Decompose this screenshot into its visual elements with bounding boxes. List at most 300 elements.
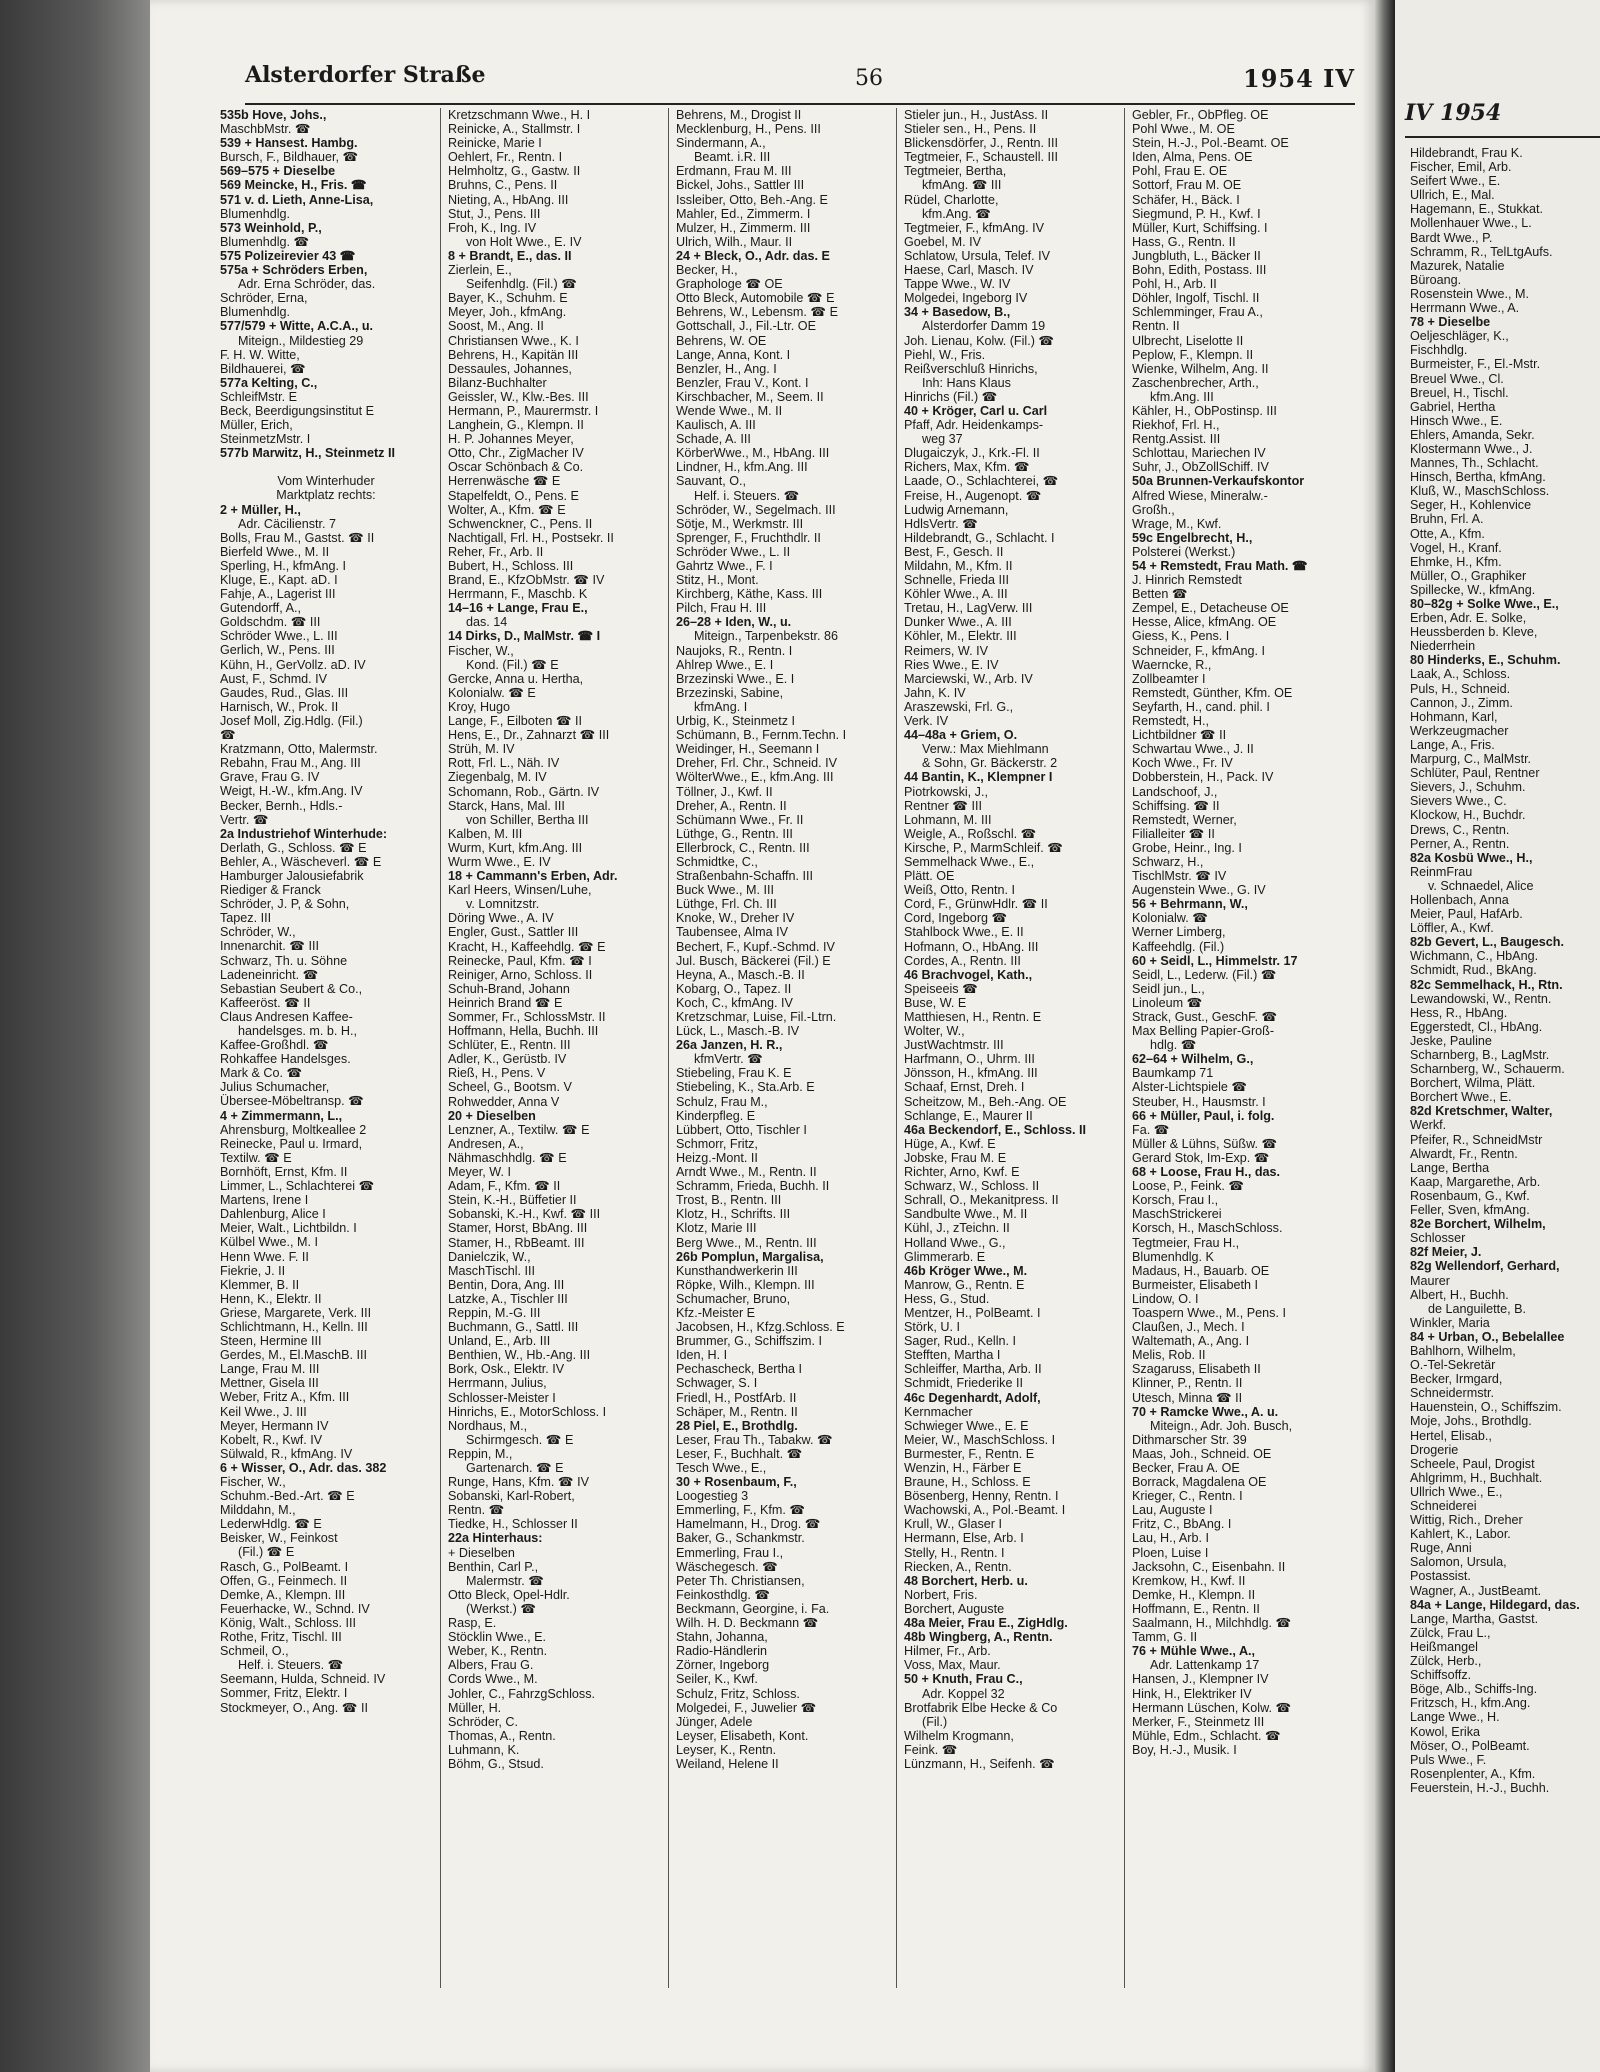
directory-entry: Schmeil, O., <box>220 1644 289 1659</box>
directory-entry: Fischer, W., <box>448 643 514 658</box>
directory-entry: Wurm, Kurt, kfm.Ang. III <box>448 840 583 855</box>
directory-entry: Kracht, H., Kaffeehdlg. ☎ E <box>448 939 606 954</box>
directory-entry: Wenzin, H., Färber E <box>904 1461 1022 1475</box>
directory-entry: Klinner, P., Rentn. II <box>1132 1376 1243 1391</box>
directory-entry: Demke, H., Klempn. II <box>1132 1587 1256 1602</box>
directory-entry: Tesch Wwe., E., <box>676 1461 767 1475</box>
directory-entry: Dobberstein, H., Pack. IV <box>1132 770 1274 785</box>
directory-entry: Schwieger Wwe., E. E <box>904 1418 1029 1433</box>
directory-entry: Scheitzow, M., Beh.-Ang. OE <box>904 1094 1067 1109</box>
directory-entry: von Schiller, Bertha III <box>466 812 589 827</box>
directory-entry: Laak, A., Schloss. <box>1410 667 1511 682</box>
directory-entry: Meier, Paul, HafArb. <box>1410 907 1523 922</box>
directory-entry: Zempel, E., Detacheuse OE <box>1132 601 1289 616</box>
directory-entry: Jungbluth, L., Bäcker II <box>1132 248 1261 263</box>
directory-entry: Latzke, A., Tischler III <box>448 1291 568 1306</box>
directory-entry: Kaffee-Großhdl. ☎ <box>220 1038 329 1053</box>
directory-entry: Schäfer, H., Bäck. I <box>1132 192 1240 207</box>
directory-entry: Adr. Koppel 32 <box>922 1686 1005 1701</box>
directory-entry: Niederrhein <box>1410 639 1476 654</box>
directory-entry: Hauenstein, O., Schiffszim. <box>1410 1400 1562 1415</box>
directory-entry: Gutendorff, A., <box>220 601 301 616</box>
directory-entry: Albert, H., Buchh. <box>1410 1287 1509 1302</box>
directory-entry: Werkzeugmacher <box>1410 723 1509 738</box>
directory-entry: Ahrensburg, Moltkeallee 2 <box>220 1122 367 1137</box>
directory-entry: 54 + Remstedt, Frau Math. ☎ <box>1132 559 1308 573</box>
directory-entry: Löffler, A., Kwf. <box>1410 921 1494 936</box>
directory-entry: Erben, Adr. E. Solke, <box>1410 611 1527 626</box>
directory-entry: Becker, Bernh., Hdls.- <box>220 798 343 813</box>
directory-entry: Wachowski, A., Pol.-Beamt. I <box>904 1503 1066 1518</box>
directory-entry: Zülck, Frau L., <box>1410 1625 1491 1640</box>
directory-entry: Korsch, H., MaschSchloss. <box>1132 1221 1283 1236</box>
directory-entry: 2a Industriehof Winterhude: <box>220 826 388 841</box>
directory-entry: Burmeister, F., El.-Mstr. <box>1410 357 1541 372</box>
directory-entry: Buse, W. E <box>904 995 967 1010</box>
directory-entry: 59c Engelbrecht, H., <box>1132 530 1253 545</box>
directory-entry: Köhler, M., Elektr. III <box>904 629 1017 644</box>
directory-entry: Tamm, G. II <box>1132 1630 1198 1645</box>
directory-entry: Schlosser-Meister I <box>448 1390 556 1405</box>
directory-entry: Giess, K., Pens. I <box>1132 629 1230 644</box>
directory-entry: O.-Tel-Sekretär <box>1410 1358 1496 1373</box>
directory-entry: Meier, Walt., Lichtbildn. I <box>220 1221 357 1236</box>
directory-entry: Joh. Lienau, Kolw. (Fil.) ☎ <box>904 333 1055 348</box>
directory-entry: Mildahn, M., Kfm. II <box>904 559 1013 573</box>
directory-entry: hdlg. ☎ <box>1150 1038 1197 1053</box>
directory-entry: 82c Semmelhack, H., Rtn. <box>1410 977 1563 992</box>
directory-entry: Martens, Irene I <box>220 1193 309 1208</box>
directory-entry: Szagaruss, Elisabeth II <box>1132 1362 1261 1377</box>
directory-entry: Wienke, Wilhelm, Ang. II <box>1132 361 1269 376</box>
directory-entry: Seiler, K., Kwf. <box>676 1672 758 1687</box>
directory-entry: Hinsch, Bertha, kfmAng. <box>1410 470 1546 485</box>
directory-entry: Miteign., Mildestieg 29 <box>238 333 364 348</box>
directory-entry: Otto Bleck, Automobile ☎ E <box>676 291 835 306</box>
directory-entry: Vogel, H., Kranf. <box>1410 540 1502 555</box>
directory-entry: Boy, H.-J., Musik. I <box>1132 1742 1237 1757</box>
directory-entry: Reimers, W. IV <box>904 643 988 658</box>
directory-entry: MaschStrickerei <box>1132 1207 1222 1222</box>
directory-entry: Schramm, R., TelLtgAufs. <box>1410 244 1553 259</box>
directory-entry: Zörner, Ingeborg <box>676 1658 770 1673</box>
directory-entry: Reiniger, Arno, Schloss. II <box>448 967 593 982</box>
directory-entry: Dessaules, Johannes, <box>448 361 572 376</box>
directory-entry: Waerncke, R., <box>1132 657 1212 672</box>
directory-entry: Borchert, Auguste <box>904 1601 1005 1616</box>
directory-entry: Schröder Wwe., L. II <box>676 544 791 559</box>
directory-entry: Remstedt, Günther, Kfm. OE <box>1132 685 1293 700</box>
directory-entry: Arndt Wwe., M., Rentn. II <box>676 1165 817 1180</box>
directory-entry: 82d Kretschmer, Walter, <box>1410 1104 1553 1119</box>
directory-entry: Herrmann Wwe., A. <box>1410 301 1520 316</box>
directory-entry: 44–48a + Griem, O. <box>904 728 1018 743</box>
directory-entry: Meyer, Joh., kfmAng. <box>448 305 567 320</box>
directory-entry: Stockmeyer, O., Ang. ☎ II <box>220 1700 368 1715</box>
directory-entry: Steuber, H., Hausmstr. I <box>1132 1094 1266 1109</box>
directory-entry: handelsges. m. b. H., <box>238 1024 358 1038</box>
directory-entry: Borchert, Wilma, Plätt. <box>1410 1076 1536 1091</box>
directory-entry: Hinrichs, E., MotorSchloss. I <box>448 1404 607 1419</box>
book-gutter <box>1375 0 1395 2072</box>
directory-entry: Nordhaus, M., <box>448 1418 528 1433</box>
directory-entry: J. Hinrich Remstedt <box>1132 573 1242 588</box>
directory-entry: Laade, O., Schlachterei, ☎ <box>904 474 1059 489</box>
directory-entry: Schlottau, Mariechen IV <box>1132 446 1266 461</box>
directory-entry: Weiß, Otto, Rentn. I <box>904 883 1016 898</box>
directory-entry: Kowol, Erika <box>1410 1724 1480 1739</box>
directory-entry: Berg Wwe., M., Rentn. III <box>676 1235 817 1250</box>
directory-entry: Gerlich, W., Pens. III <box>220 643 335 658</box>
directory-entry: Baumkamp 71 <box>1132 1066 1214 1081</box>
directory-entry: Seidl jun., L., <box>1132 981 1205 996</box>
directory-entry: Trost, B., Rentn. III <box>676 1193 782 1208</box>
directory-entry: Issleiber, Otto, Beh.-Ang. E <box>676 192 828 207</box>
directory-entry: Wolter, W., <box>904 1024 965 1039</box>
directory-entry: Speiseeis ☎ <box>904 981 978 996</box>
directory-entry: Engler, Gust., Sattler III <box>448 925 579 940</box>
directory-entry: Stamer, Horst, BbAng. III <box>448 1221 588 1236</box>
directory-entry: Stiebeling, Frau K. E <box>676 1066 792 1081</box>
directory-entry: Feinkosthdlg. ☎ <box>676 1587 771 1602</box>
directory-entry: Rüdel, Charlotte, <box>904 192 999 207</box>
directory-entry: Blickensdörfer, J., Rentn. III <box>904 136 1058 151</box>
directory-entry: Henn, K., Elektr. II <box>220 1291 322 1306</box>
directory-entry: Pechascheck, Bertha I <box>676 1362 803 1377</box>
directory-entry: Lohmann, M. III <box>904 812 992 827</box>
directory-entry: Sommer, Fritz, Elektr. I <box>220 1686 348 1701</box>
directory-entry: Lange Wwe., H. <box>1410 1710 1500 1725</box>
directory-entry: Ruge, Anni <box>1410 1541 1472 1556</box>
directory-entry: Pilch, Frau H. III <box>676 601 767 616</box>
directory-entry: Tegtmeier, F., Schaustell. III <box>904 150 1058 165</box>
directory-entry: Suhr, J., ObZollSchiff. IV <box>1132 460 1269 475</box>
directory-entry: Vertr. ☎ <box>220 812 269 827</box>
directory-entry: 82b Gevert, L., Baugesch. <box>1410 935 1564 950</box>
directory-entry: Madaus, H., Bauarb. OE <box>1132 1263 1270 1278</box>
facing-page <box>1395 0 1600 2072</box>
directory-entry: Emmerling, Frau I., <box>676 1545 784 1560</box>
directory-entry: Störk, U. I <box>904 1320 960 1335</box>
directory-entry: Adam, F., Kfm. ☎ II <box>448 1179 561 1194</box>
directory-entry: Haese, Carl, Masch. IV <box>904 263 1034 278</box>
directory-entry: 34 + Basedow, B., <box>904 305 1011 320</box>
directory-entry: Lichtbildner ☎ II <box>1132 728 1227 743</box>
directory-entry: MaschbMstr. ☎ <box>220 122 311 137</box>
directory-entry: Heißmangel <box>1410 1639 1478 1654</box>
directory-entry: Augenstein Wwe., G. IV <box>1132 883 1266 898</box>
directory-entry: Hermann Lüschen, Kolw. ☎ <box>1132 1700 1292 1715</box>
directory-entry: Schleiffer, Martha, Arb. II <box>904 1362 1042 1377</box>
directory-entry: 24 + Bleck, O., Adr. das. E <box>676 248 830 263</box>
directory-entry: HdlsVertr. ☎ <box>904 516 978 531</box>
directory-entry: Heinrich Brand ☎ E <box>448 995 563 1010</box>
directory-entry: 40 + Kröger, Carl u. Carl <box>904 403 1048 418</box>
directory-entry: Kaffeehdlg. (Fil.) <box>1132 939 1225 954</box>
directory-entry: Bayer, K., Schuhm. E <box>448 291 568 306</box>
directory-entry: Müller & Lühns, Süßw. ☎ <box>1132 1136 1278 1151</box>
directory-entry: Leser, F., Buchhalt. ☎ <box>676 1446 803 1461</box>
directory-entry: Schneiderei <box>1410 1499 1477 1513</box>
directory-entry: Bardt Wwe., P. <box>1410 230 1493 245</box>
directory-entry: 535b Hove, Johs., <box>220 108 327 122</box>
directory-entry: Kinderpfleg. E <box>676 1108 756 1123</box>
directory-entry: ReinmFrau <box>1410 864 1473 879</box>
directory-entry: Schümann, B., Fernm.Techn. I <box>676 728 847 743</box>
directory-entry: Johler, C., FahrzgSchloss. <box>448 1686 595 1701</box>
directory-entry: Filialleiter ☎ II <box>1132 826 1215 841</box>
directory-entry: Feink. ☎ <box>904 1742 958 1757</box>
directory-entry: Norbert, Fris. <box>904 1587 978 1602</box>
directory-entry: Stelly, H., Rentn. I <box>904 1545 1005 1560</box>
directory-entry: Reißverschluß Hinrichs, <box>904 361 1038 376</box>
directory-entry: 2 + Müller, H., <box>220 502 301 517</box>
directory-entry: Jönsson, H., kfmAng. III <box>904 1066 1038 1081</box>
directory-entry: Helf. i. Steuers. ☎ <box>694 488 800 503</box>
directory-entry: Sülwald, R., kfmAng. IV <box>220 1446 353 1461</box>
directory-entry: Oehlert, Fr., Rentn. I <box>448 150 563 165</box>
directory-entry: Albers, Frau G. <box>448 1658 534 1673</box>
directory-entry: Lange, Martha, Gastst. <box>1410 1611 1539 1626</box>
directory-entry: Taubensee, Alma IV <box>676 925 789 940</box>
directory-entry: Schlüter, Paul, Rentner <box>1410 766 1540 781</box>
directory-entry: Gercke, Anna u. Hertha, <box>448 671 584 686</box>
directory-entry: Cord, F., GrünwHdlr. ☎ II <box>904 897 1048 912</box>
directory-entry: Utesch, Minna ☎ II <box>1132 1390 1243 1405</box>
directory-entry: (Werkst.) ☎ <box>466 1601 537 1616</box>
directory-entry: Wittig, Rich., Dreher <box>1410 1513 1523 1528</box>
directory-entry: Müller, Kurt, Schiffsing. I <box>1132 220 1268 235</box>
directory-entry: Ehlers, Amanda, Sekr. <box>1410 427 1535 442</box>
directory-entry: Riecken, A., Rentn. <box>904 1559 1012 1574</box>
directory-entry: Hertel, Elisab., <box>1410 1428 1492 1443</box>
directory-entry: Schwarz, W., Schloss. II <box>904 1179 1040 1194</box>
directory-entry: Behrens, M., Drogist II <box>676 108 802 122</box>
directory-entry: Dunker Wwe., A. III <box>904 615 1012 630</box>
directory-entry: Harnisch, W., Prok. II <box>220 699 339 714</box>
directory-entry: Pfeifer, R., SchneidMstr <box>1410 1132 1543 1147</box>
directory-entry: Hagemann, E., Stukkat. <box>1410 202 1544 217</box>
directory-entry: Schümann Wwe., Fr. II <box>676 812 804 827</box>
directory-entry: Lübbert, Otto, Tischler I <box>676 1122 807 1137</box>
directory-entry: 26a Janzen, H. R., <box>676 1038 783 1053</box>
directory-entry: Stiebeling, K., Sta.Arb. E <box>676 1080 815 1095</box>
directory-entry: Leser, Frau Th., Tabakw. ☎ <box>676 1432 833 1447</box>
directory-entry: Remstedt, H., <box>1132 714 1209 729</box>
directory-entry: Reinicke, Marie I <box>448 136 542 151</box>
directory-entry: (Fil.) <box>922 1714 948 1729</box>
directory-column-5 <box>1132 108 1344 1988</box>
directory-entry: Manrow, G., Rentn. E <box>904 1277 1025 1292</box>
directory-entry: Verk. IV <box>904 714 949 729</box>
directory-entry: Richers, Max, Kfm. ☎ <box>904 460 1030 475</box>
directory-entry: Mannes, Th., Schlacht. <box>1410 456 1539 471</box>
directory-entry: Kaap, Margarethe, Arb. <box>1410 1174 1541 1189</box>
directory-entry: Schade, A. III <box>676 432 751 447</box>
directory-entry: H. P. Johannes Meyer, <box>448 432 574 447</box>
directory-entry: Lau, Auguste I <box>1132 1503 1213 1518</box>
directory-entry: 44 Bantin, K., Klempner I <box>904 770 1053 785</box>
directory-entry: Moje, Johs., Brothdlg. <box>1410 1414 1532 1429</box>
street-title: Alsterdorfer Straße <box>245 62 486 88</box>
directory-entry: Hohmann, Karl, <box>1410 709 1498 724</box>
directory-entry: Hüge, A., Kwf. E <box>904 1136 996 1151</box>
directory-entry: Stamer, H., RbBeamt. III <box>448 1235 585 1250</box>
directory-entry: Jacksohn, C., Eisenbahn. II <box>1132 1559 1286 1574</box>
directory-entry: Schlichtmann, H., Kelln. III <box>220 1319 368 1334</box>
directory-entry: Reher, Fr., Arb. II <box>448 544 544 559</box>
directory-entry: Alfred Wiese, Mineralw.- <box>1132 488 1268 503</box>
directory-entry: Kähler, H., ObPostinsp. III <box>1132 403 1277 418</box>
directory-entry: Malermstr. ☎ <box>466 1573 544 1588</box>
directory-entry: Keil Wwe., J. III <box>220 1404 307 1419</box>
directory-entry: Tegtmeier, Frau H., <box>1132 1235 1240 1250</box>
directory-entry: Dreher, Frl. Chr., Schneid. IV <box>676 756 837 771</box>
directory-entry: Remstedt, Werner, <box>1132 812 1237 827</box>
directory-entry: Schwager, S. I <box>676 1376 758 1391</box>
directory-entry: Adr. Cäcilienstr. 7 <box>238 516 336 531</box>
directory-entry: Josef Moll, Zig.Hdlg. (Fil.) <box>220 713 363 728</box>
directory-entry: Schrall, O., Mekanitpress. II <box>904 1193 1059 1208</box>
directory-entry: Cannon, J., Zimm. <box>1410 695 1513 710</box>
directory-entry: Goebel, M. IV <box>904 234 981 249</box>
directory-entry: Leyser, Elisabeth, Kont. <box>676 1728 809 1743</box>
directory-entry: Hollenbach, Anna <box>1410 892 1509 907</box>
directory-entry: Naujoks, R., Rentn. I <box>676 643 793 658</box>
directory-entry: Richter, Arno, Kwf. E <box>904 1165 1020 1180</box>
directory-entry: Bentin, Dora, Ang. III <box>448 1277 565 1292</box>
directory-entry: Loose, P., Feink. ☎ <box>1132 1179 1245 1194</box>
directory-entry: Bildhauerei, ☎ <box>220 361 306 376</box>
directory-entry: Lenzner, A., Textilw. ☎ E <box>448 1122 590 1137</box>
directory-entry: Hass, G., Rentn. II <box>1132 234 1236 249</box>
directory-entry: 82a Kosbü Wwe., H., <box>1410 850 1533 865</box>
directory-entry: Tappe Wwe., W. IV <box>904 277 1011 292</box>
directory-entry: JustWachtmstr. III <box>904 1038 1004 1053</box>
directory-entry: Schröder, C. <box>448 1714 518 1729</box>
directory-entry: Ullrich Wwe., E., <box>1410 1484 1503 1499</box>
directory-entry: Schwarz, H., <box>1132 854 1204 869</box>
directory-entry: Stapelfeldt, O., Pens. E <box>448 488 579 503</box>
directory-entry: Hansen, J., Klempner IV <box>1132 1672 1269 1687</box>
directory-entry: Gerard Stok, Im-Exp. ☎ <box>1132 1150 1270 1165</box>
directory-entry: Rott, Frl. L., Näh. IV <box>448 756 560 771</box>
directory-entry: Marpurg, C., MalMstr. <box>1410 752 1532 767</box>
directory-entry: Postassist. <box>1410 1569 1471 1584</box>
directory-entry: Hens, E., Dr., Zahnarzt ☎ III <box>448 728 610 743</box>
directory-entry: Braune, H., Schloss. E <box>904 1475 1031 1490</box>
directory-entry: Gerdes, M., El.MaschB. III <box>220 1348 367 1363</box>
directory-entry: Schulz, Fritz, Schloss. <box>676 1686 800 1701</box>
directory-entry: 50 + Knuth, Frau C., <box>904 1672 1023 1687</box>
directory-entry: Gartenarch. ☎ E <box>466 1461 564 1475</box>
directory-entry: 48a Meier, Frau E., ZigHdlg. <box>904 1616 1068 1631</box>
directory-entry: Stefften, Martha I <box>904 1348 1001 1363</box>
directory-entry: Kunsthandwerkerin III <box>676 1263 798 1278</box>
directory-entry: Herrmann, Julius, <box>448 1376 547 1391</box>
directory-entry: Matthiesen, H., Rentn. E <box>904 1010 1042 1024</box>
directory-entry: Wagner, A., JustBeamt. <box>1410 1583 1542 1598</box>
directory-entry: Kaffeeröst. ☎ II <box>220 995 311 1010</box>
directory-entry: Rosenstein Wwe., M. <box>1410 286 1529 301</box>
directory-entry: Klemmer, B. II <box>220 1277 300 1292</box>
directory-entry: Herrmann, F., Maschb. K <box>448 587 588 602</box>
column-divider <box>668 108 669 1988</box>
directory-entry: Maurer <box>1410 1273 1450 1288</box>
directory-entry: Inh: Hans Klaus <box>922 375 1011 390</box>
directory-entry: Meyer, Hermann IV <box>220 1418 329 1433</box>
directory-entry: Helf. i. Steuers. ☎ <box>238 1658 344 1673</box>
directory-entry: Seidl, L., Lederw. (Fil.) ☎ <box>1132 967 1277 982</box>
directory-entry: Max Belling Papier-Groß- <box>1132 1024 1275 1039</box>
directory-entry: Glimmerarb. E <box>904 1249 986 1264</box>
directory-entry: Grave, Frau G. IV <box>220 770 320 785</box>
directory-entry: Baker, G., Schankmstr. <box>676 1531 805 1546</box>
directory-entry: Döring Wwe., A. IV <box>448 911 554 926</box>
directory-entry: Weber, Fritz A., Kfm. III <box>220 1390 350 1405</box>
directory-entry: Weidinger, H., Seemann I <box>676 742 820 757</box>
directory-entry: Schramm, Frieda, Buchh. II <box>676 1179 830 1194</box>
directory-entry: Ulbrecht, Liselotte II <box>1132 333 1244 348</box>
directory-entry: Weigt, H.-W., kfm.Ang. IV <box>220 784 363 799</box>
directory-entry: Gahrtz Wwe., F. I <box>676 559 773 573</box>
directory-entry: Feller, Sven, kfmAng. <box>1410 1203 1530 1218</box>
facing-page-header: IV 1954 <box>1405 100 1502 126</box>
directory-entry: KörberWwe., M., HbAng. III <box>676 446 830 461</box>
directory-entry: Kirsche, P., MarmSchleif. ☎ <box>904 840 1063 855</box>
directory-entry: Maas, Joh., Schneid. OE <box>1132 1446 1272 1461</box>
directory-entry: de Languilette, B. <box>1428 1301 1527 1316</box>
directory-entry: Brzezinski, Sabine, <box>676 685 784 700</box>
directory-entry: Zülck, Herb., <box>1410 1654 1482 1669</box>
directory-entry: Bornhöft, Ernst, Kfm. II <box>220 1164 348 1179</box>
directory-entry: TischlMstr. ☎ IV <box>1132 869 1227 884</box>
directory-entry: Reppin, M.-G. III <box>448 1305 541 1320</box>
directory-entry: (Fil.) ☎ E <box>238 1545 295 1560</box>
directory-entry: Ehmke, H., Kfm. <box>1410 554 1502 569</box>
directory-entry: Lüthge, G., Rentn. III <box>676 826 793 841</box>
directory-entry: Stahlbock Wwe., E. II <box>904 925 1024 940</box>
directory-entry: Vom Winterhuder <box>277 474 375 489</box>
directory-entry: Hinsch Wwe., E. <box>1410 413 1503 428</box>
directory-entry: Pohl, H., Arb. II <box>1132 277 1217 292</box>
directory-entry: Schmorr, Fritz, <box>676 1136 758 1151</box>
directory-column-4 <box>904 108 1116 1988</box>
directory-entry: Julius Schumacher, <box>220 1080 330 1095</box>
directory-entry: Harfmann, O., Uhrm. III <box>904 1052 1035 1067</box>
directory-entry: Koch, C., kfmAng. IV <box>676 995 793 1010</box>
directory-entry: Miteign., Tarpenbekstr. 86 <box>694 629 838 644</box>
directory-entry: Meier, W., MaschSchloss. I <box>904 1432 1056 1447</box>
directory-column-1 <box>220 108 432 1988</box>
directory-entry: Alwardt, Fr., Rentn. <box>1410 1146 1518 1161</box>
directory-entry: 569–575 + Dieselbe <box>220 164 336 179</box>
directory-entry: Fritzsch, H., kfm.Ang. <box>1410 1696 1531 1711</box>
directory-entry: Adr. Lattenkamp 17 <box>1150 1658 1260 1673</box>
directory-entry: 48b Wingberg, A., Rentn. <box>904 1630 1053 1645</box>
directory-entry: Fritz, C., BbAng. I <box>1132 1517 1232 1532</box>
directory-entry: 575a + Schröders Erben, <box>220 263 368 278</box>
directory-entry: Helmholtz, G., Gastw. II <box>448 164 581 179</box>
directory-entry: 82g Wellendorf, Gerhard, <box>1410 1259 1560 1274</box>
directory-entry: v. Lomnitzstr. <box>466 897 540 912</box>
directory-entry: Tretau, H., LagVerw. III <box>904 601 1033 616</box>
directory-entry: Beck, Beerdigungsinstitut E <box>220 403 375 418</box>
directory-entry: Hamburger Jalousiefabrik <box>220 868 364 883</box>
directory-entry: 46a Beckendorf, E., Schloss. II <box>904 1122 1086 1137</box>
directory-entry: Benthin, Carl P., <box>448 1559 539 1574</box>
directory-entry: Möser, O., PolBeamt. <box>1410 1738 1530 1753</box>
